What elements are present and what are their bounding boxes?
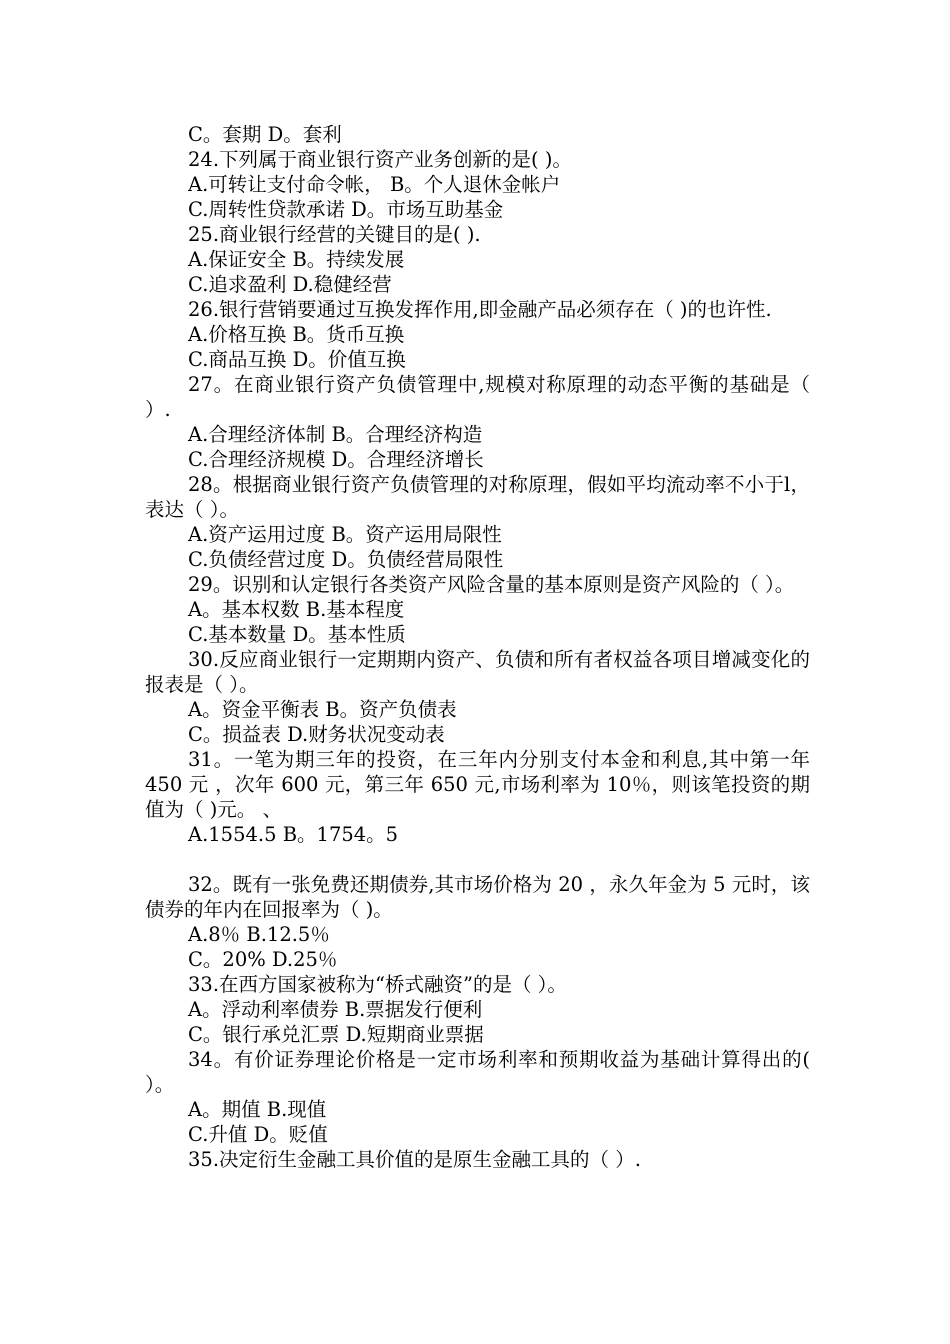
answer-options: A.合理经济体制 B。合理经济构造 (188, 423, 483, 446)
answer-options: C.商品互换 D。价值互换 (188, 348, 406, 371)
answer-options: A.保证安全 B。持续发展 (188, 248, 405, 271)
answer-options: A.1554.5 B。1754。5 (188, 823, 399, 846)
question-25: 25.商业银行经营的关键目的是( ). (188, 223, 481, 246)
question-33: 33.在西方国家被称为“桥式融资”的是（ ）。 (188, 973, 567, 996)
answer-options: C.合理经济规模 D。合理经济增长 (188, 448, 484, 471)
question-26: 26.银行营销要通过互换发挥作用,即金融产品必须存在（ )的也许性. (188, 298, 772, 321)
question-34: 34。有价证券理论价格是一定市场利率和预期收益为基础计算得出的( ）。 (145, 1048, 810, 1096)
answer-options: C.升值 D。贬值 (188, 1123, 328, 1146)
answer-options: C.追求盈利 D.稳健经营 (188, 273, 392, 296)
answer-options: A。资金平衡表 B。资产负债表 (188, 698, 457, 721)
question-32: 32。既有一张免费还期债券,其市场价格为 20 ，永久年金为 5 元时，该债券的年内在回报率为（ )。 (145, 873, 810, 921)
answer-options: A.价格互换 B。货币互换 (188, 323, 405, 346)
answer-options: A.可转让支付命令帐， B。个人退休金帐户 (188, 173, 561, 196)
answer-options: A。期值 B.现值 (188, 1098, 327, 1121)
document-body (145, 122, 810, 1172)
question-31: 31。一笔为期三年的投资，在三年内分别支付本金和利息,其中第一年 450 元 ，次年 600 元，第三年 650 元,市场利率为 10％，则该笔投资的期值为（ )元。 、 (145, 748, 810, 821)
answer-options: C.基本数量 D。基本性质 (188, 623, 406, 646)
blank-line (145, 847, 810, 872)
answer-options: A.资产运用过度 B。资产运用局限性 (188, 523, 502, 546)
answer-options: A。浮动利率债券 B.票据发行便利 (188, 998, 483, 1021)
answer-options: A。基本权数 B.基本程度 (188, 598, 405, 621)
answer-options: C.负债经营过度 D。负债经营局限性 (188, 548, 504, 571)
question-24: 24.下列属于商业银行资产业务创新的是( )。 (188, 148, 572, 171)
question-28: 28。根据商业银行资产负债管理的对称原理，假如平均流动率不小于l，表达（ ）。 (145, 473, 810, 521)
question-30: 30.反应商业银行一定期期内资产、负债和所有者权益各项目增减变化的报表是（ ）。 (145, 648, 810, 696)
question-29: 29。识别和认定银行各类资产风险含量的基本原则是资产风险的（ ）。 (188, 573, 795, 596)
question-35: 35.决定衍生金融工具价值的是原生金融工具的（ ）. (188, 1148, 641, 1171)
answer-options: C。20% D.25％ (188, 948, 338, 971)
answer-options: C.周转性贷款承诺 D。市场互助基金 (188, 198, 504, 221)
answer-options: C。银行承兑汇票 D.短期商业票据 (188, 1023, 484, 1046)
answer-options: C。损益表 D.财务状况变动表 (188, 723, 445, 746)
answer-options: C。套期 D。套利 (188, 123, 342, 146)
answer-options: A.8％ B.12.5％ (188, 923, 330, 946)
question-27: 27。在商业银行资产负债管理中,规模对称原理的动态平衡的基础是（ ）. (145, 373, 810, 421)
